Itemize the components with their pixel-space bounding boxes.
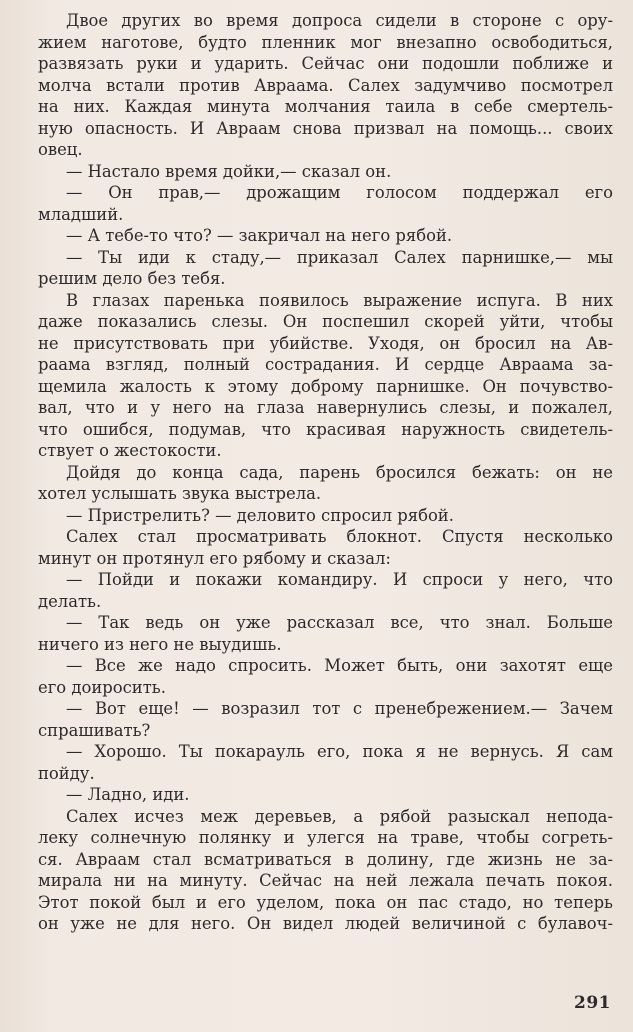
text-line: — Ладно, иди. — [66, 785, 190, 804]
text-line: вал, что и у него на глаза навернулись слезы, и пожалел, — [38, 398, 613, 417]
text-line: решим дело без тебя. — [38, 269, 226, 288]
text-line: жием наготове, будто пленник мог внезапно освободиться, — [38, 32, 613, 52]
text-line: — Пойди и покажи командиру. И спроси у него, что — [66, 570, 613, 589]
text-line: развязать руки и ударить. Сейчас они подошли поближе и — [38, 54, 613, 73]
text-line: леку солнечную полянку и улегся на траве, чтобы согреть- — [38, 828, 613, 847]
page-number: 291 — [574, 993, 611, 1013]
text-line: делать. — [38, 591, 102, 611]
text-line: минут он протянул его рябому и сказал: — [38, 548, 391, 568]
text-line: раама взгляд, полный сострадания. И сердце Авраама за- — [38, 355, 613, 374]
text-line: — Вот еще! — возразил тот с пренебрежением.— Зачем — [66, 699, 613, 718]
text-line: мирала ни на минуту. Сейчас на ней лежала печать покоя. — [38, 871, 613, 890]
text-line: — Ты иди к стаду,— приказал Салех парнишке,— мы — [66, 247, 613, 267]
text-line: — Настало время дойки,— сказал он. — [66, 161, 392, 181]
text-line: щемила жалость к этому доброму парнишке. Он почувство- — [38, 376, 613, 396]
text-line: что ошибся, подумав, что красивая наружность свидетель- — [38, 419, 613, 439]
text-line: Салех стал просматривать блокнот. Спустя несколько — [66, 527, 613, 546]
text-line: он уже не для него. Он видел людей величиной с булавоч- — [38, 914, 613, 933]
text-line: не присутствовать при убийстве. Уходя, он бросил на Ав- — [38, 333, 613, 353]
text-line: — Он прав,— дрожащим голосом поддержал его — [66, 183, 613, 202]
text-line: пойду. — [38, 763, 95, 783]
text-line: его доиросить. — [38, 677, 166, 697]
text-line: овец. — [38, 140, 83, 159]
text-line: ную опасность. И Авраам снова призвал на помощь... своих — [38, 118, 613, 138]
text-line: — Так ведь он уже рассказал все, что знал. Больше — [66, 613, 613, 632]
text-line: спрашивать? — [38, 720, 151, 740]
text-line: В глазах паренька появилось выражение испуга. В них — [66, 290, 613, 310]
text-line: ничего из него не выудишь. — [38, 634, 282, 654]
text-line: ствует о жестокости. — [38, 441, 222, 460]
text-line: Двое других во время допроса сидели в стороне с ору- — [66, 11, 613, 30]
text-line: Дойдя до конца сада, парень бросился бежать: он не — [66, 462, 613, 482]
text-line: Салех исчез меж деревьев, а рябой разыскал непода- — [66, 806, 613, 826]
text-line: молча встали против Авраама. Салех задумчиво посмотрел — [38, 75, 613, 95]
text-line: на них. Каждая минута молчания таила в себе смертель- — [38, 97, 613, 116]
page-body-text — [38, 10, 613, 935]
text-line: ся. Авраам стал всматриваться в долину, где жизнь не за- — [38, 849, 613, 869]
text-line: Этот покой был и его уделом, пока он пас стадо, но теперь — [38, 892, 613, 912]
text-line: младший. — [38, 204, 124, 224]
text-line: даже показались слезы. Он поспешил скорей уйти, чтобы — [38, 312, 613, 331]
text-line: — Пристрелить? — деловито спросил рябой. — [66, 505, 454, 525]
text-line: — Хорошо. Ты покарауль его, пока я не вернусь. Я сам — [66, 742, 613, 761]
text-line: хотел услышать звука выстрела. — [38, 484, 322, 503]
text-line: — А тебе-то что? — закричал на него рябой. — [66, 226, 453, 245]
text-line: — Все же надо спросить. Может быть, они захотят еще — [66, 656, 613, 675]
